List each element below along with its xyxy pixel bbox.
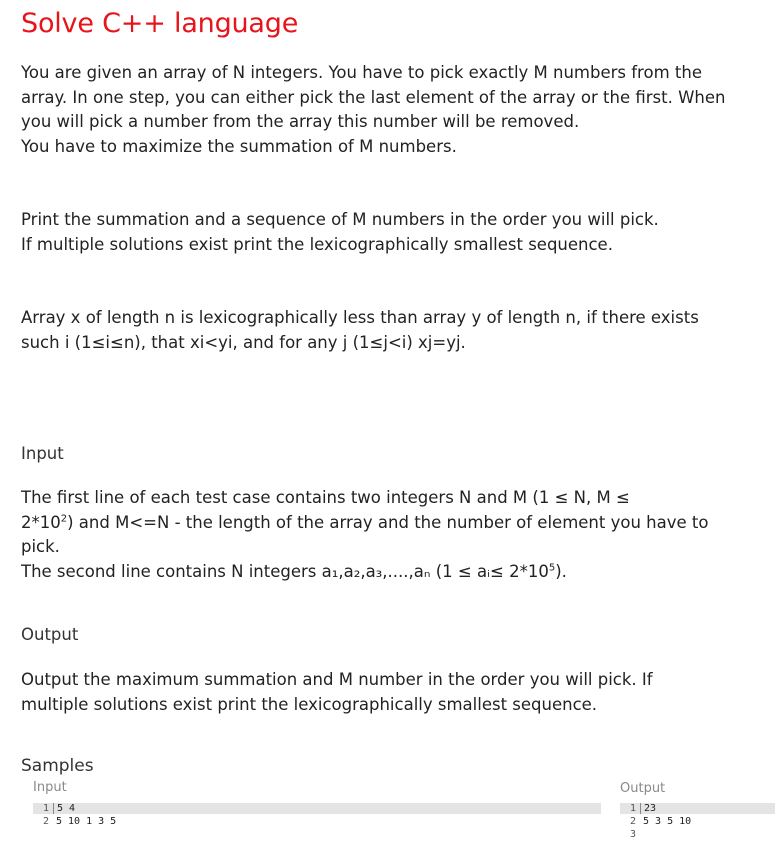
line-number: 1	[620, 803, 640, 814]
page-title: Solve C++ language	[21, 8, 299, 39]
lex-line-2: such i (1≤i≤n), that xi<yi, and for any j (1≤j<i) xj=yj.	[21, 332, 466, 352]
input-line-1: The first line of each test case contains two integers N and M (1 ≤ N, M ≤	[21, 488, 630, 507]
lexicographic-paragraph	[21, 306, 721, 355]
input-line-2-start: 2*10	[21, 512, 61, 532]
print-paragraph	[21, 208, 721, 257]
output-heading: Output	[21, 625, 79, 644]
lex-line-1: Array x of length n is lexicographically less than array y of length n, if there exists	[21, 308, 699, 327]
code-text: 23	[640, 803, 775, 814]
sample-input-label: Input	[33, 780, 67, 795]
intro-line-3: you will pick a number from the array this number will be removed.	[21, 112, 580, 131]
sample-output-code[interactable]	[620, 803, 775, 842]
input-line-4-end: ).	[555, 561, 567, 581]
sample-input-row-1	[33, 803, 601, 814]
code-text	[640, 829, 775, 840]
sample-input-row-2	[33, 816, 601, 827]
output-description	[21, 668, 721, 717]
samples-heading: Samples	[21, 756, 94, 776]
input-heading: Input	[21, 444, 64, 463]
line-number: 2	[42, 816, 49, 827]
intro-line-4: You have to maximize the summation of M numbers.	[21, 136, 457, 156]
input-line-2	[21, 511, 721, 536]
input-line-3: pick.	[21, 537, 60, 556]
sample-input-code[interactable]	[33, 803, 601, 829]
input-description	[21, 486, 721, 584]
sample-output-row-2	[620, 816, 775, 827]
print-line-1: Print the summation and a sequence of M numbers in the order you will pick.	[21, 210, 659, 229]
code-text: 5 10 1 3 5	[56, 816, 117, 827]
line-number: 2	[629, 816, 636, 827]
code-text: 5 3 5 10	[643, 816, 692, 827]
sample-output-label: Output	[620, 781, 666, 796]
input-line-4-start: The second line contains N integers a₁,a₂,a₃,....,aₙ (1 ≤ aᵢ≤ 2*10	[21, 561, 549, 581]
input-line-4-exponent: 5	[548, 562, 556, 573]
intro-line-2: array. In one step, you can either pick the last element of the array or the first. When	[21, 87, 726, 107]
intro-line-1: You are given an array of N integers. You have to pick exactly M numbers from the	[21, 63, 702, 82]
input-line-2-exponent: 2	[60, 513, 68, 524]
input-line-2-end: ) and M<=N - the length of the array and the number of element you have to	[67, 512, 709, 532]
line-number: 3	[629, 829, 636, 840]
intro-paragraph	[21, 61, 726, 159]
line-number: 1	[33, 803, 53, 814]
sample-output-row-1	[620, 803, 775, 814]
sample-output-row-3	[620, 829, 775, 840]
print-line-2: If multiple solutions exist print the lexicographically smallest sequence.	[21, 234, 613, 254]
input-line-4	[21, 560, 721, 585]
output-line-2: multiple solutions exist print the lexicographically smallest sequence.	[21, 694, 598, 714]
code-text: 5 4	[53, 803, 601, 814]
output-line-1: Output the maximum summation and M number in the order you will pick. If	[21, 670, 653, 689]
